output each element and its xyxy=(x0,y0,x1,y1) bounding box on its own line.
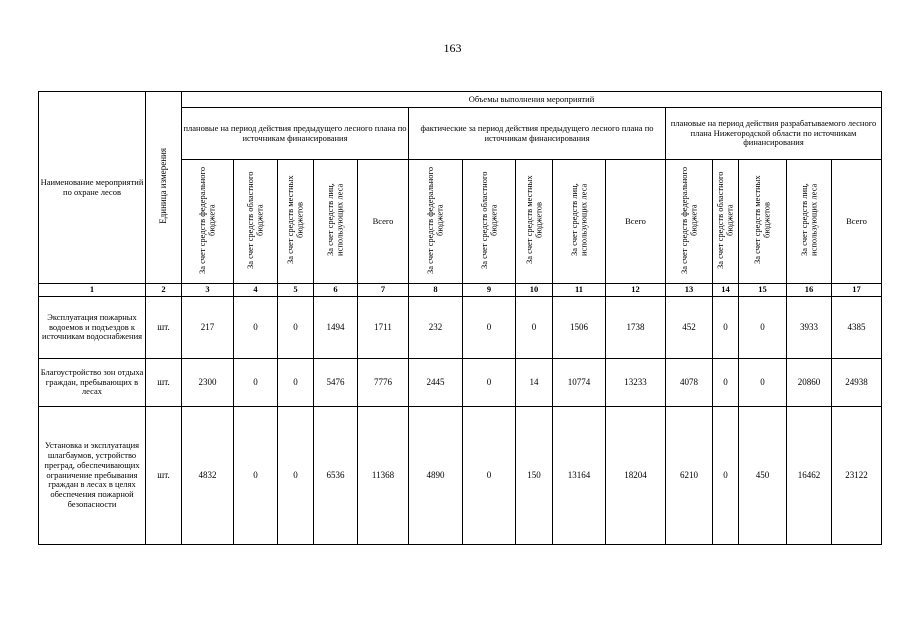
table-cell: 4078 xyxy=(666,359,713,407)
group-header-actual-previous: фактические за период действия предыдущего лесного плана по источникам финансирования xyxy=(409,108,666,160)
subheader-private: За счет средств лиц, использующих леса xyxy=(314,160,358,284)
table-cell: 0 xyxy=(463,407,516,545)
table-cell: 0 xyxy=(713,297,739,359)
table-cell: 18204 xyxy=(606,407,666,545)
table-cell: 450 xyxy=(739,407,787,545)
col-number: 9 xyxy=(463,284,516,297)
table-cell: 150 xyxy=(516,407,553,545)
table-row xyxy=(39,297,882,359)
table-cell: 0 xyxy=(463,359,516,407)
table-cell: 0 xyxy=(713,407,739,545)
table-cell: 0 xyxy=(234,407,278,545)
row-unit: шт. xyxy=(146,407,182,545)
col-number: 7 xyxy=(358,284,409,297)
col-number: 11 xyxy=(553,284,606,297)
table-cell: 4832 xyxy=(182,407,234,545)
group-header-planned-new: плановые на период действия разрабатываемого лесного плана Нижегородской области по источникам финансирования xyxy=(666,108,882,160)
row-unit: шт. xyxy=(146,359,182,407)
table-cell: 0 xyxy=(463,297,516,359)
table-cell: 0 xyxy=(234,359,278,407)
table-cell: 1711 xyxy=(358,297,409,359)
table-cell: 0 xyxy=(234,297,278,359)
table-cell: 1506 xyxy=(553,297,606,359)
table-cell: 232 xyxy=(409,297,463,359)
table-cell: 0 xyxy=(278,297,314,359)
row-name: Установка и эксплуатация шлагбаумов, устройство преград, обеспечивающих ограничение пребывания граждан в лесах в целях обеспечения пожарной безопасности xyxy=(39,407,146,545)
subheader-regional: За счет средств областного бюджета xyxy=(463,160,516,284)
col-unit-header-text: Единица измерения xyxy=(158,148,169,225)
table-cell: 13233 xyxy=(606,359,666,407)
col-number: 16 xyxy=(787,284,832,297)
table-cell: 6210 xyxy=(666,407,713,545)
table-cell: 0 xyxy=(713,359,739,407)
subheader-local: За счет средств местных бюджетов xyxy=(739,160,787,284)
table-cell: 10774 xyxy=(553,359,606,407)
table-cell: 1494 xyxy=(314,297,358,359)
table-row xyxy=(39,359,882,407)
col-unit-header xyxy=(146,92,182,284)
table-cell: 20860 xyxy=(787,359,832,407)
col-name-header: Наименование мероприятий по охране лесов xyxy=(39,92,146,284)
col-number: 5 xyxy=(278,284,314,297)
group-header-planned-previous: плановые на период действия предыдущего лесного плана по источникам финансирования xyxy=(182,108,409,160)
table-cell: 2300 xyxy=(182,359,234,407)
table-cell: 3933 xyxy=(787,297,832,359)
col-number: 1 xyxy=(39,284,146,297)
col-number: 4 xyxy=(234,284,278,297)
volumes-header: Объемы выполнения мероприятий xyxy=(182,92,882,108)
subheader-private: За счет средств лиц, использующих леса xyxy=(787,160,832,284)
subheader-regional: За счет средств областного бюджета xyxy=(713,160,739,284)
table-cell: 452 xyxy=(666,297,713,359)
table-row xyxy=(39,407,882,545)
col-number: 3 xyxy=(182,284,234,297)
table-cell: 1738 xyxy=(606,297,666,359)
table-cell: 0 xyxy=(278,359,314,407)
page-number: 163 xyxy=(443,41,462,55)
subheader-total: Всего xyxy=(606,160,666,284)
col-number: 12 xyxy=(606,284,666,297)
subheader-local: За счет средств местных бюджетов xyxy=(278,160,314,284)
row-name: Благоустройство зон отдыха граждан, пребывающих в лесах xyxy=(39,359,146,407)
table-cell: 2445 xyxy=(409,359,463,407)
subheader-federal: За счет средств федерального бюджета xyxy=(409,160,463,284)
column-number-row xyxy=(39,284,882,297)
subheader-federal: За счет средств федерального бюджета xyxy=(666,160,713,284)
subheader-federal: За счет средств федерального бюджета xyxy=(182,160,234,284)
col-number: 17 xyxy=(832,284,882,297)
subheader-local: За счет средств местных бюджетов xyxy=(516,160,553,284)
col-number: 10 xyxy=(516,284,553,297)
table-cell: 0 xyxy=(739,359,787,407)
table-cell: 0 xyxy=(516,297,553,359)
table-cell: 11368 xyxy=(358,407,409,545)
row-name: Эксплуатация пожарных водоемов и подъездов к источникам водоснабжения xyxy=(39,297,146,359)
row-unit: шт. xyxy=(146,297,182,359)
table-cell: 23122 xyxy=(832,407,882,545)
table-cell: 4890 xyxy=(409,407,463,545)
col-number: 8 xyxy=(409,284,463,297)
col-number: 13 xyxy=(666,284,713,297)
col-number: 14 xyxy=(713,284,739,297)
subheader-regional: За счет средств областного бюджета xyxy=(234,160,278,284)
table-cell: 4385 xyxy=(832,297,882,359)
table-cell: 0 xyxy=(278,407,314,545)
forest-protection-table xyxy=(38,91,882,545)
table-cell: 5476 xyxy=(314,359,358,407)
col-number: 2 xyxy=(146,284,182,297)
table-cell: 13164 xyxy=(553,407,606,545)
table-cell: 16462 xyxy=(787,407,832,545)
table-cell: 6536 xyxy=(314,407,358,545)
table-cell: 0 xyxy=(739,297,787,359)
table-cell: 7776 xyxy=(358,359,409,407)
subheader-private: За счет средств лиц, использующих леса xyxy=(553,160,606,284)
table-cell: 217 xyxy=(182,297,234,359)
table-cell: 14 xyxy=(516,359,553,407)
subheader-total: Всего xyxy=(832,160,882,284)
subheader-total: Всего xyxy=(358,160,409,284)
col-number: 15 xyxy=(739,284,787,297)
col-number: 6 xyxy=(314,284,358,297)
table-cell: 24938 xyxy=(832,359,882,407)
